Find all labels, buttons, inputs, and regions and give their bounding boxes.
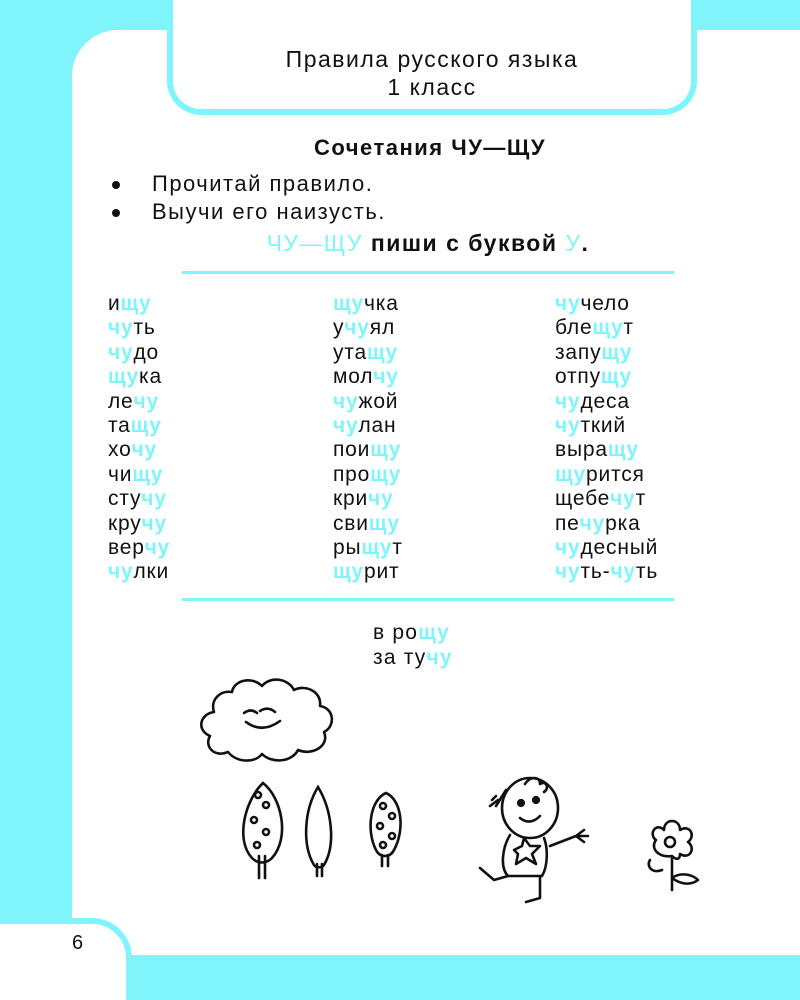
- word-item: тащу: [108, 414, 162, 438]
- highlighted-syllable: чу: [333, 414, 359, 438]
- word-item: запущу: [555, 340, 633, 364]
- highlighted-syllable: щу: [368, 511, 400, 535]
- word-item: чуть: [108, 316, 156, 340]
- highlighted-syllable: чу: [373, 365, 399, 389]
- highlighted-syllable: щу: [333, 292, 364, 315]
- section-title: Сочетания ЧУ—ЩУ: [313, 135, 546, 160]
- dancing-child-icon: [480, 778, 588, 902]
- word-item: молчу: [333, 365, 399, 389]
- word-item: стучу: [108, 487, 167, 511]
- highlighted-syllable: щу: [333, 560, 364, 584]
- word-item: щурит: [333, 560, 400, 584]
- word-item: свищу: [333, 511, 400, 535]
- page-number: 6: [72, 932, 84, 954]
- instruction-item: Выучи его наизусть.: [108, 198, 386, 226]
- highlighted-syllable: щу: [120, 292, 152, 315]
- word-item: поищу: [333, 438, 402, 462]
- highlighted-syllable: чу: [144, 536, 171, 560]
- leaf-drawing: [243, 783, 282, 878]
- smiling-cloud-icon: [201, 680, 332, 761]
- highlighted-syllable: щу: [361, 536, 393, 560]
- highlighted-syllable: чу: [131, 438, 158, 462]
- highlighted-syllable: чу: [426, 646, 453, 669]
- word-item: прощу: [333, 462, 402, 486]
- word-item: утащу: [333, 340, 398, 364]
- word-item: верчу: [108, 536, 171, 560]
- highlighted-syllable: чу: [108, 340, 134, 364]
- highlighted-syllable: щу: [418, 621, 450, 644]
- highlighted-syllable: чу: [368, 487, 394, 511]
- word-item: щучка: [333, 292, 399, 315]
- word-item: чудеса: [555, 389, 630, 413]
- word-item: щебечут: [555, 487, 647, 511]
- rule-letter: У: [565, 230, 582, 256]
- word-item: кричу: [333, 487, 394, 511]
- highlighted-syllable: чу: [555, 389, 581, 413]
- word-item: чудесный: [555, 536, 659, 560]
- highlighted-syllable: щу: [592, 316, 624, 340]
- book-title: Правила русского языка: [285, 46, 579, 72]
- rule-highlight: ЧУ—ЩУ: [266, 230, 363, 256]
- rule-end: .: [581, 230, 590, 256]
- word-item: щука: [108, 365, 162, 389]
- highlighted-syllable: чу: [133, 389, 160, 413]
- highlighted-syllable: щу: [132, 462, 164, 486]
- highlighted-syllable: щу: [370, 438, 402, 462]
- highlighted-syllable: щу: [108, 365, 139, 389]
- phrase-item: за тучу: [373, 646, 453, 669]
- word-item: щурится: [555, 462, 645, 486]
- phrase-item: в рощу: [373, 621, 450, 644]
- highlighted-syllable: чу: [579, 511, 606, 535]
- highlighted-syllable: чу: [333, 389, 359, 413]
- highlighted-syllable: щу: [555, 462, 586, 486]
- word-item: чучело: [555, 292, 630, 315]
- leaf-drawing: [306, 787, 331, 876]
- highlighted-syllable: чу: [610, 560, 636, 584]
- word-item: чужой: [333, 389, 399, 413]
- word-item: блещут: [555, 316, 634, 340]
- rule-text: пиши с буквой: [362, 230, 566, 256]
- word-item: выращу: [555, 438, 639, 462]
- highlighted-syllable: чу: [108, 560, 134, 584]
- highlighted-syllable: чу: [610, 487, 636, 511]
- word-item: чудо: [108, 340, 160, 364]
- word-item: лечу: [108, 389, 160, 413]
- highlighted-syllable: чу: [555, 560, 581, 584]
- word-item: чулки: [108, 560, 170, 584]
- highlighted-syllable: щу: [366, 340, 398, 364]
- word-item: хочу: [108, 438, 158, 462]
- page-number-tab: [0, 918, 132, 1000]
- word-item: ищу: [108, 292, 152, 315]
- highlighted-syllable: щу: [600, 365, 632, 389]
- highlighted-syllable: щу: [130, 414, 162, 438]
- highlighted-syllable: чу: [141, 487, 167, 511]
- highlighted-syllable: щу: [607, 438, 639, 462]
- highlighted-syllable: чу: [555, 414, 581, 438]
- word-item: кручу: [108, 511, 168, 535]
- instruction-item: Прочитай правило.: [108, 170, 386, 198]
- leaf-drawing: [371, 793, 401, 866]
- highlighted-syllable: чу: [344, 316, 370, 340]
- highlighted-syllable: щу: [601, 340, 633, 364]
- flower-icon: [649, 821, 698, 890]
- word-item: рыщут: [333, 536, 403, 560]
- highlighted-syllable: щу: [370, 462, 402, 486]
- word-item: отпущу: [555, 365, 632, 389]
- highlighted-syllable: чу: [108, 316, 134, 340]
- highlighted-syllable: чу: [555, 536, 581, 560]
- word-item: чуть-чуть: [555, 560, 659, 584]
- word-item: чулан: [333, 414, 397, 438]
- word-item: чищу: [108, 462, 164, 486]
- word-item: учуял: [333, 316, 396, 340]
- highlighted-syllable: чу: [141, 511, 168, 535]
- grade-label: 1 класс: [387, 74, 477, 100]
- highlighted-syllable: чу: [555, 292, 581, 315]
- word-item: чуткий: [555, 414, 626, 438]
- word-item: печурка: [555, 511, 641, 535]
